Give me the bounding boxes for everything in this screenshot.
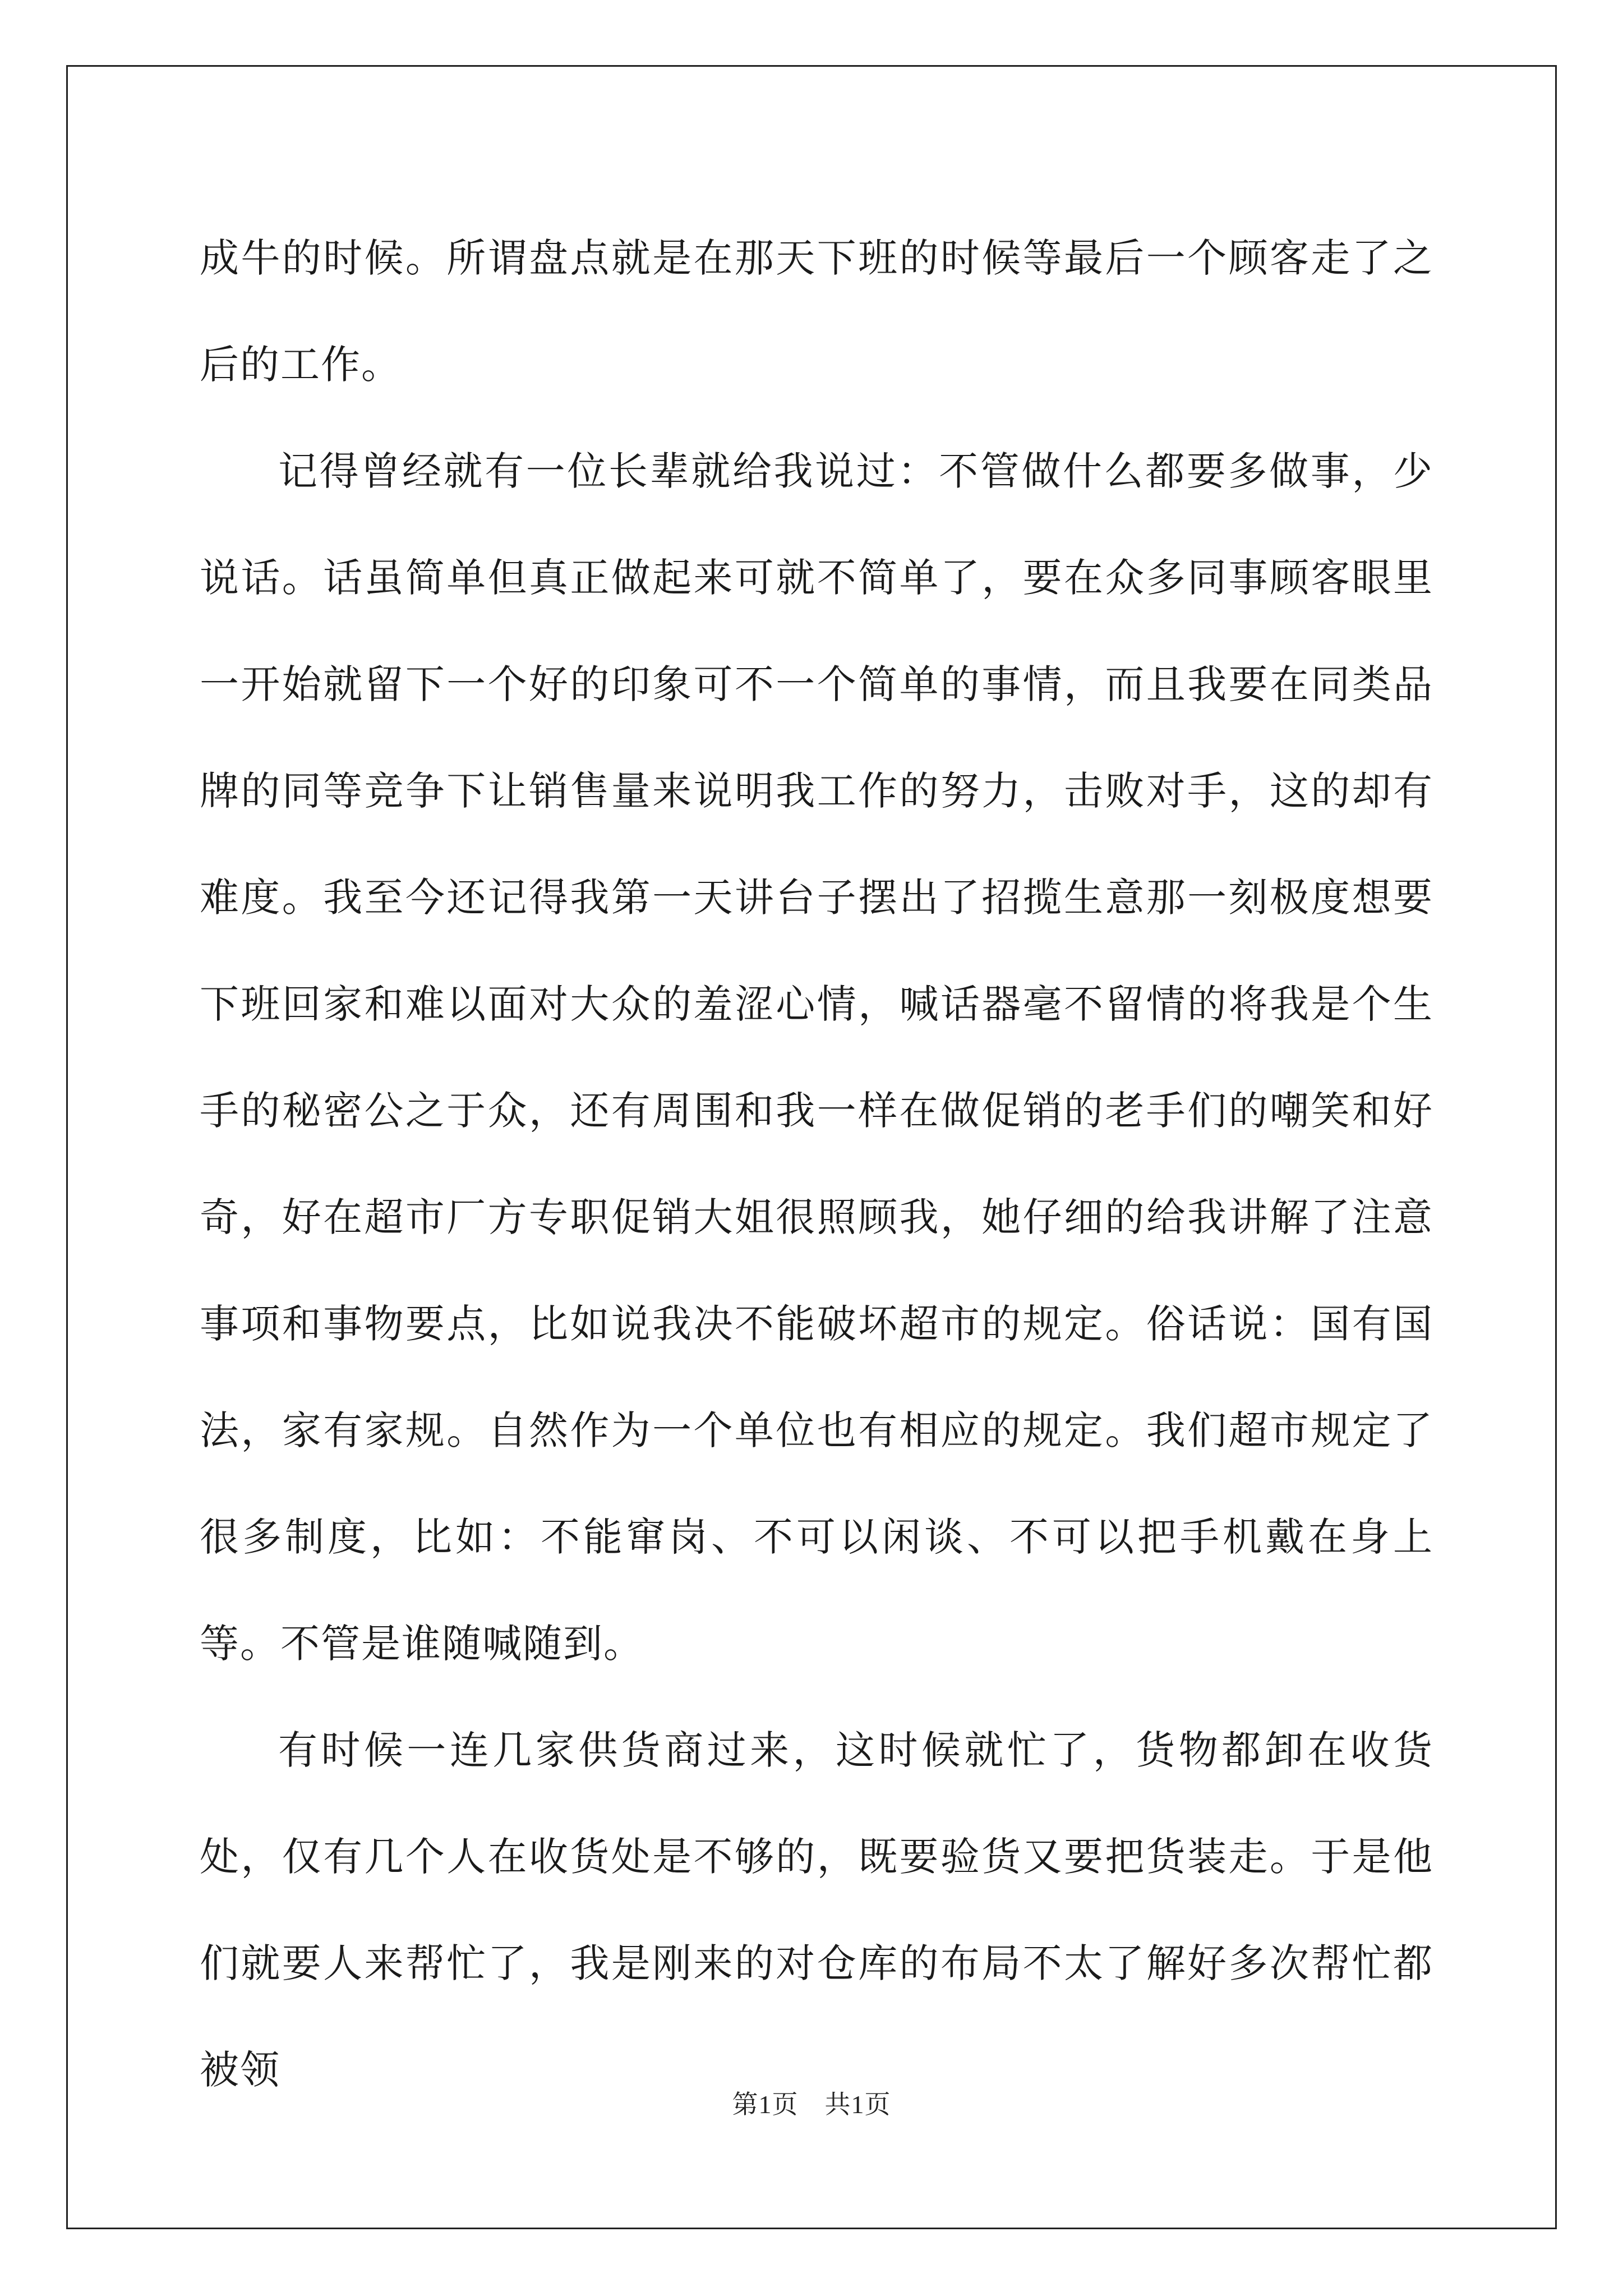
page-number-footer: 第1页 共1页: [732, 2090, 891, 2119]
paragraph-2: 记得曾经就有一位长辈就给我说过：不管做什么都要多做事，少说话。话虽简单但真正做起来可就不简单了，要在众多同事顾客眼里一开始就留下一个好的印象可不一个简单的事情，而且我要在同类品牌的同等竞争下让销售量来说明我工作的努力，击败对手，这的却有难度。我至今还记得我第一天讲台子摆出了招揽生意那一刻极度想要下班回家和难以面对大众的羞涩心情，喊话器毫不留情的将我是个生手的秘密公之于众，还有周围和我一样在做促销的老手们的嘲笑和好奇，好在超市厂方专职促销大姐很照顾我，她仔细的给我讲解了注意事项和事物要点，比如说我决不能破坏超市的规定。俗话说：国有国法，家有家规。自然作为一个单位也有相应的规定。我们超市规定了很多制度，比如：不能窜岗、不可以闲谈、不可以把手机戴在身上等。不管是谁随喊随到。: [200, 448, 1433, 1667]
paragraph-3: 有时候一连几家供货商过来，这时候就忙了，货物都卸在收货处，仅有几个人在收货处是不够的，既要验货又要把货装走。于是他们就要人来帮忙了，我是刚来的对仓库的布局不太了解好多次帮忙都被领: [200, 1727, 1433, 2093]
document-body: [200, 205, 1433, 2123]
paragraph-1: 成牛的时候。所谓盘点就是在那天下班的时候等最后一个顾客走了之后的工作。: [200, 235, 1433, 388]
